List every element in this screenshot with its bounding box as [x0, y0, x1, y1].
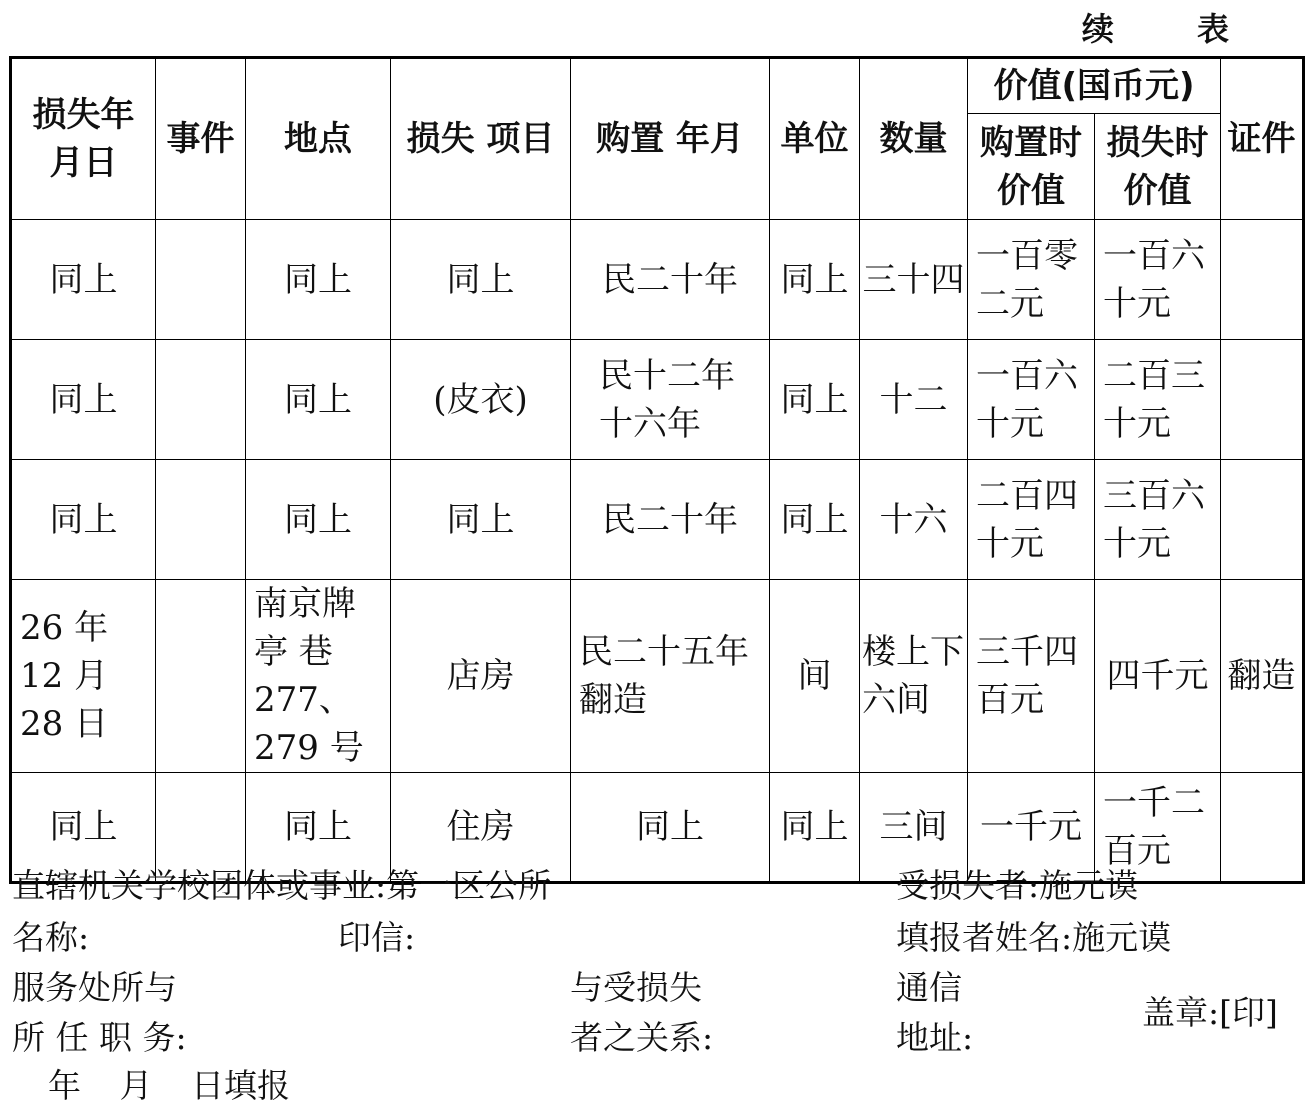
- victim-line: [896, 866, 1138, 906]
- cell-event: [156, 340, 246, 460]
- cell-value-purchase: 一百零 二元: [968, 220, 1095, 340]
- address-label-line2: 地址:: [896, 1018, 974, 1057]
- cell-purchase-date: 同上: [571, 773, 770, 883]
- cell-event: [156, 220, 246, 340]
- cell-purchase-date: 民十二年 十六年: [571, 340, 770, 460]
- cell-certificate: 翻造: [1221, 580, 1304, 773]
- cell-event: [156, 580, 246, 773]
- header-value-purchase: 购置时 价值: [968, 114, 1095, 220]
- relation-label-line2: 者之关系:: [570, 1018, 714, 1057]
- cell-item: 同上: [391, 460, 571, 580]
- continued-table-label: 续 表: [1081, 10, 1265, 48]
- cell-place: 同上: [246, 220, 391, 340]
- cell-place: 同上: [246, 340, 391, 460]
- cell-value-loss: 一千二 百元: [1095, 773, 1221, 883]
- cell-date: 同上: [11, 220, 156, 340]
- header-place: 地点: [246, 58, 391, 220]
- header-purchase-date: 购置 年月: [571, 58, 770, 220]
- cell-item: 店房: [391, 580, 571, 773]
- cell-purchase-date: 民二十年: [571, 220, 770, 340]
- name-label: 名称:: [12, 918, 90, 957]
- cell-value-purchase: 一千元: [968, 773, 1095, 883]
- reporter-line: [896, 918, 1171, 958]
- header-item: 损失 项目: [391, 58, 571, 220]
- table-row: [11, 340, 1304, 460]
- cell-date: 同上: [11, 340, 156, 460]
- header-quantity: 数量: [860, 58, 968, 220]
- cell-item: 住房: [391, 773, 571, 883]
- cell-unit: 同上: [770, 460, 860, 580]
- cell-purchase-date: 民二十年: [571, 460, 770, 580]
- cell-event: [156, 460, 246, 580]
- cell-certificate: [1221, 340, 1304, 460]
- header-event: 事件: [156, 58, 246, 220]
- cell-unit: 间: [770, 580, 860, 773]
- cell-value-purchase: 三千四 百元: [968, 580, 1095, 773]
- position-label-line1: 服务处所与: [12, 968, 177, 1007]
- cell-date: 同上: [11, 773, 156, 883]
- relation-label-line1: 与受损失: [570, 968, 702, 1007]
- cell-place: 南京牌亭 巷 277、 279 号: [246, 580, 391, 773]
- cell-unit: 同上: [770, 220, 860, 340]
- victim-label: 受损失者: [896, 866, 1028, 905]
- cell-date: 26 年 12 月 28 日: [11, 580, 156, 773]
- date-line: 年 月 日填报: [48, 1066, 290, 1105]
- org-value: :第一区公所: [375, 866, 552, 905]
- position-label-line2: 所 任 职 务:: [12, 1018, 187, 1057]
- header-value-group: 价值(国币元): [968, 58, 1221, 114]
- header-date: 损失年 月日: [11, 58, 156, 220]
- table-row: [11, 580, 1304, 773]
- cell-item: 同上: [391, 220, 571, 340]
- cell-quantity: 楼上下 六间: [860, 580, 968, 773]
- stamp-label: 盖章:[印]: [1142, 993, 1278, 1032]
- cell-value-loss: 二百三 十元: [1095, 340, 1221, 460]
- reporter-label: 填报者姓名: [896, 918, 1061, 957]
- cell-place: 同上: [246, 460, 391, 580]
- cell-quantity: 三十四: [860, 220, 968, 340]
- header-certificate: 证件: [1221, 58, 1304, 220]
- cell-quantity: 十六: [860, 460, 968, 580]
- cell-certificate: [1221, 460, 1304, 580]
- loss-report-table: [9, 56, 1305, 884]
- cell-value-loss: 一百六 十元: [1095, 220, 1221, 340]
- cell-value-purchase: 一百六 十元: [968, 340, 1095, 460]
- cell-unit: 同上: [770, 340, 860, 460]
- table-row: [11, 460, 1304, 580]
- cell-certificate: [1221, 220, 1304, 340]
- cell-purchase-date: 民二十五年 翻造: [571, 580, 770, 773]
- cell-place: 同上: [246, 773, 391, 883]
- cell-unit: 同上: [770, 773, 860, 883]
- victim-value: :施元谟: [1028, 866, 1139, 905]
- org-label: 直辖机关学校团体或事业: [12, 866, 375, 905]
- cell-quantity: 十二: [860, 340, 968, 460]
- cell-quantity: 三间: [860, 773, 968, 883]
- address-label-line1: 通信: [896, 968, 962, 1007]
- org-line: [12, 866, 551, 906]
- header-value-loss: 损失时 价值: [1095, 114, 1221, 220]
- cell-item: (皮衣): [391, 340, 571, 460]
- reporter-value: :施元谟: [1061, 918, 1172, 957]
- cell-value-purchase: 二百四 十元: [968, 460, 1095, 580]
- table-row: [11, 220, 1304, 340]
- header-row-1: [11, 58, 1304, 114]
- cell-value-loss: 四千元: [1095, 580, 1221, 773]
- seal-label: 印信:: [338, 918, 416, 957]
- cell-date: 同上: [11, 460, 156, 580]
- cell-certificate: [1221, 773, 1304, 883]
- cell-value-loss: 三百六 十元: [1095, 460, 1221, 580]
- header-unit: 单位: [770, 58, 860, 220]
